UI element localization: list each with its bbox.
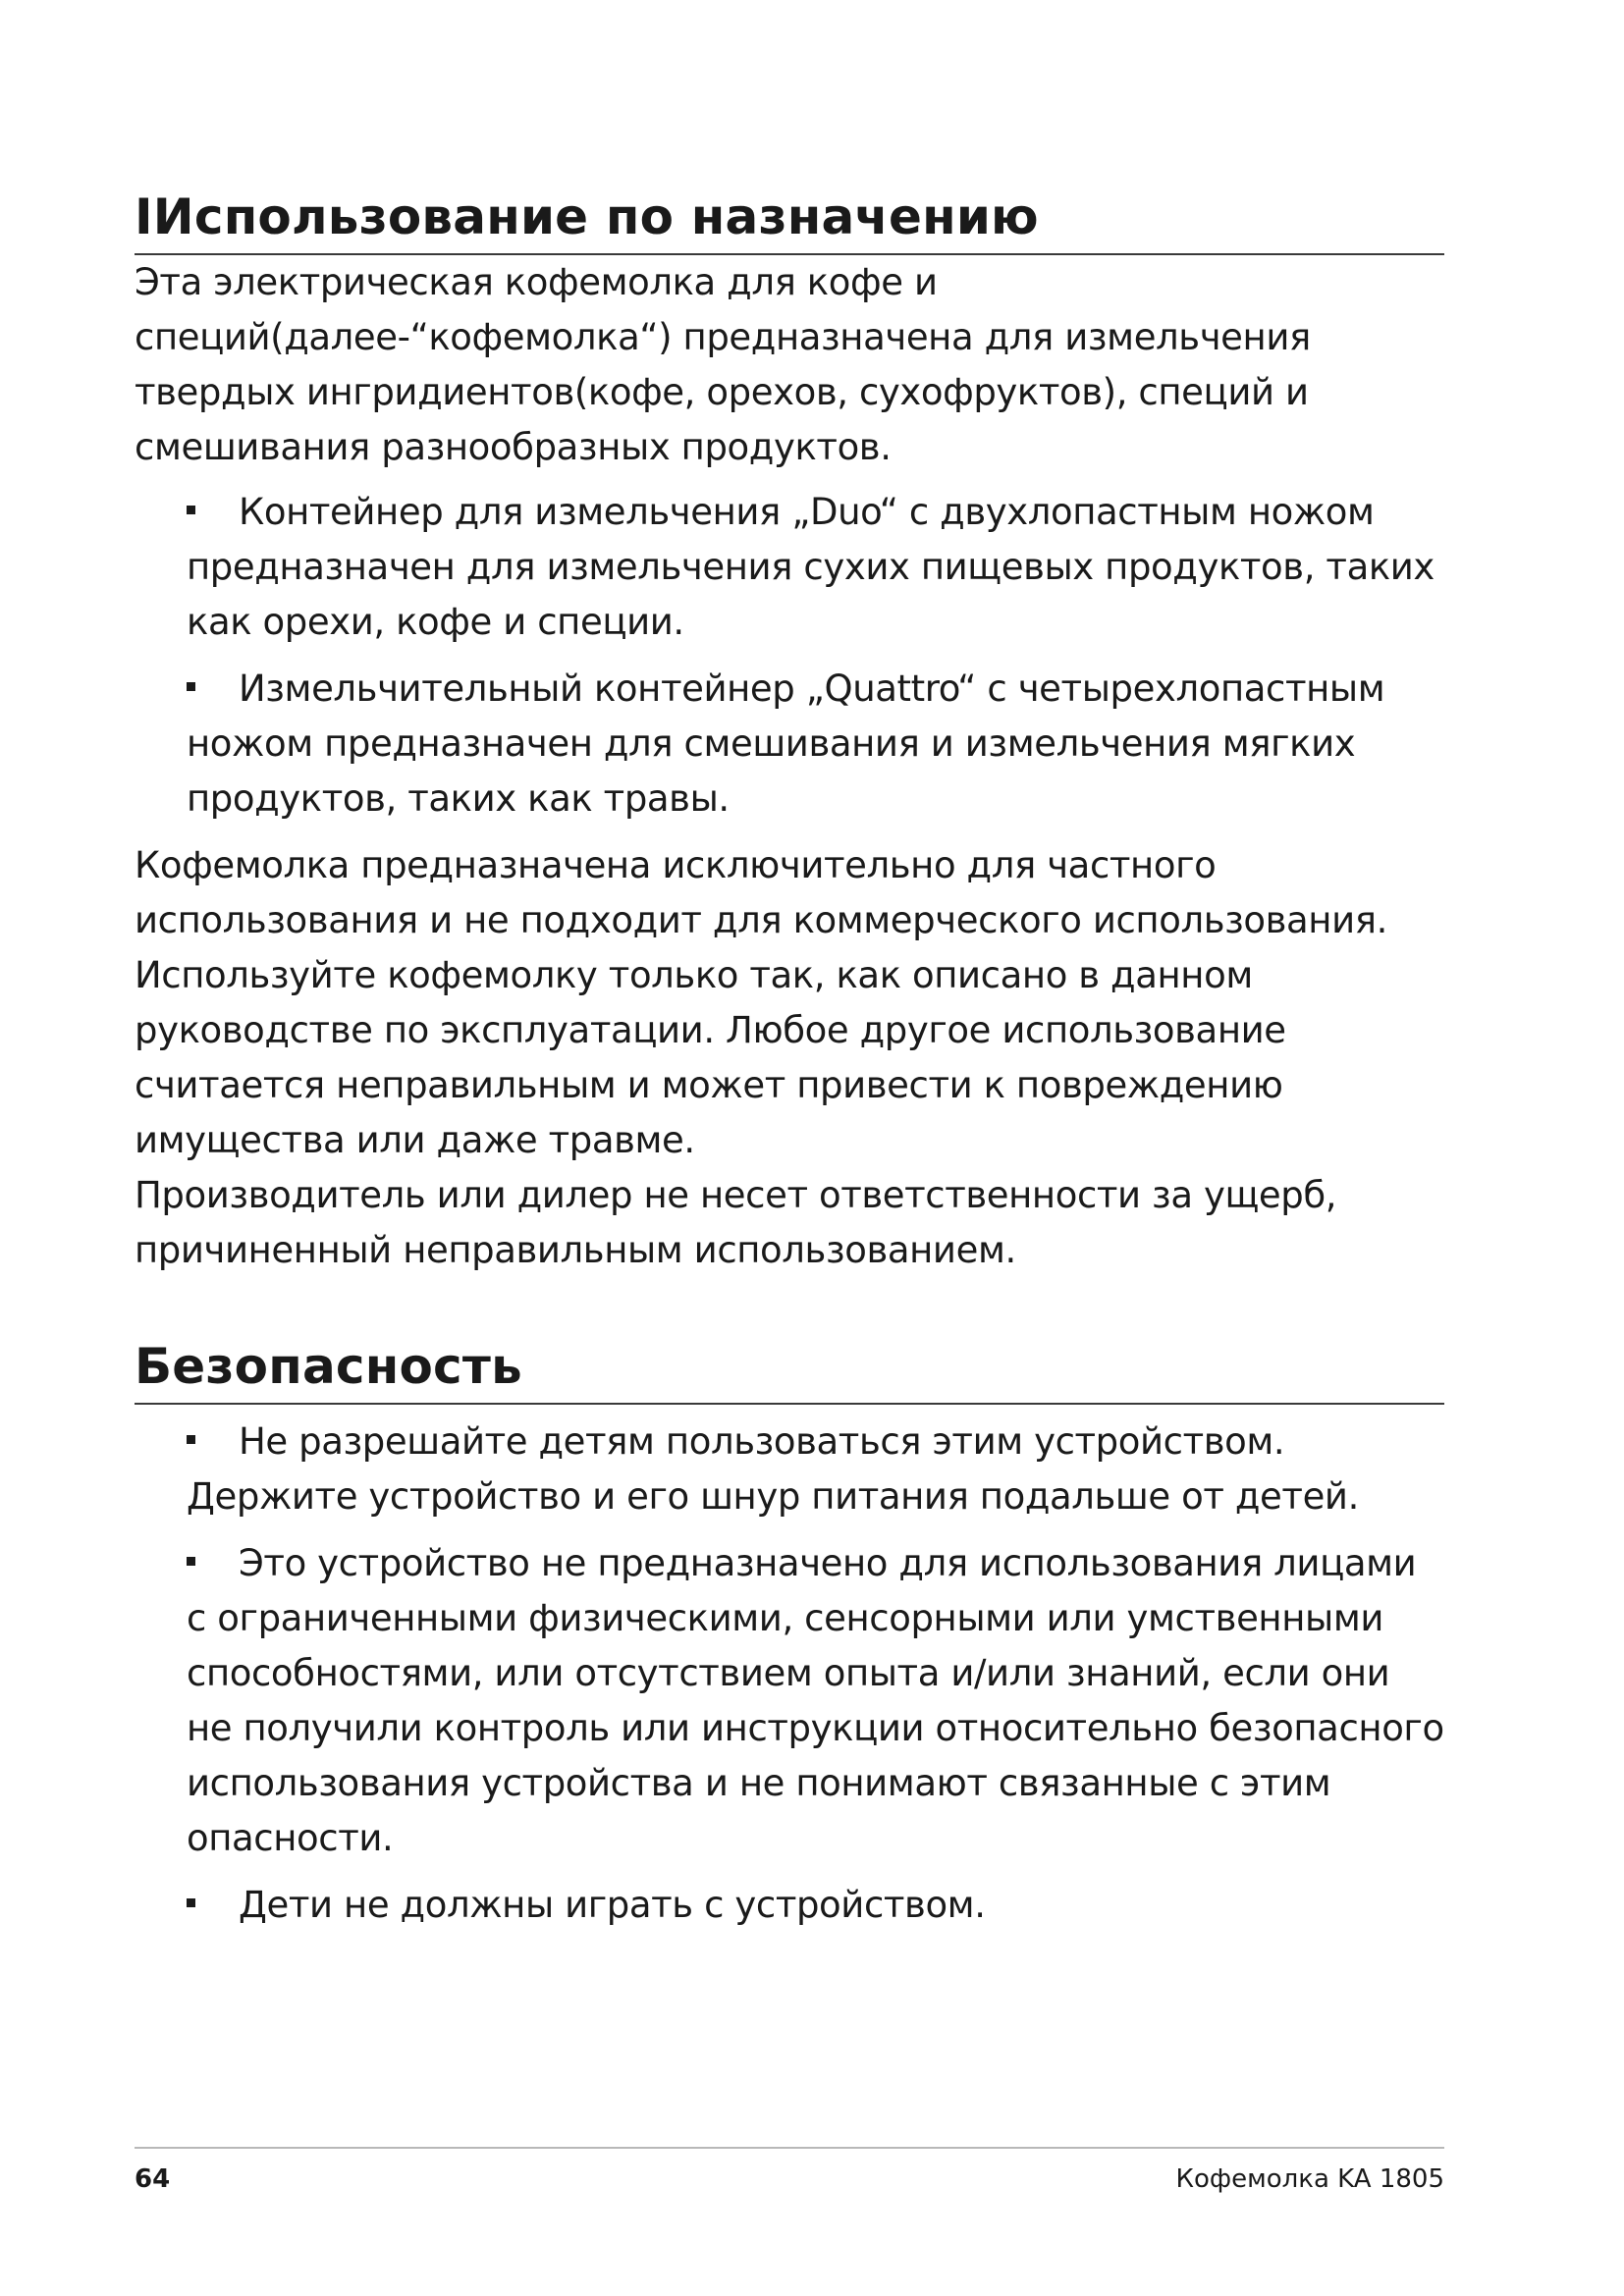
usage-paragraph: Используйте кофемолку только так, как описано в данном руководстве по эксплуатации. Любое другое использование считается неправильным и может привести к повреждению имущества или даже травме. <box>135 954 1286 1161</box>
page-number: 64 <box>135 2164 171 2194</box>
intended-use-list <box>135 485 1444 827</box>
list-item <box>187 1536 1444 1866</box>
bullet-square-icon <box>187 1435 195 1444</box>
bullet-square-icon <box>187 682 195 691</box>
list-item <box>187 662 1444 827</box>
bullet-square-icon <box>187 1557 195 1566</box>
liability-paragraph: Производитель или дилер не несет ответственности за ущерб, причиненный неправильным использованием. <box>135 1174 1337 1271</box>
bullet-square-icon <box>187 506 195 514</box>
list-item <box>187 1415 1444 1524</box>
list-item-text: Не разрешайте детям пользоваться этим устройством. Держите устройство и его шнур питания подальше от детей. <box>187 1420 1359 1518</box>
footer-product-name: Кофемолка KA 1805 <box>1175 2164 1444 2194</box>
list-item <box>187 485 1444 650</box>
section-title-safety: Безопасность <box>135 1332 1444 1405</box>
bullet-square-icon <box>187 1898 195 1907</box>
list-item-text: Дети не должны играть с устройством. <box>239 1884 986 1926</box>
page-content <box>135 183 1444 1945</box>
intro-paragraph: Эта электрическая кофемолка для кофе и специй(далее-“кофемолка“) предназначена для измельчения твердых ингридиентов(кофе, орехов, сухофруктов), специй и смешивания разнообразных продуктов. <box>135 261 1311 468</box>
list-item-text: Контейнер для измельчения „Duo“ с двухлопастным ножом предназначен для измельчения сухих пищевых продуктов, таких как орехи, кофе и специи. <box>187 491 1435 643</box>
section-title-intended-use: IИспользование по назначению <box>135 183 1444 255</box>
section-intended-use <box>135 183 1444 1278</box>
list-item-text: Это устройство не предназначено для использования лицами с ограниченными физическими, сенсорными или умственными способностями, или отсутствием опыта и/или знаний, если они не получили контроль или инструкции относительно безопасного использования устройства и не понимают связанные с этим опасности. <box>187 1542 1444 1859</box>
private-use-paragraph: Кофемолка предназначена исключительно для частного использования и не подходит для коммерческого использования. <box>135 844 1387 941</box>
list-item-text: Измельчительный контейнер „Quattro“ с четырехлопастным ножом предназначен для смешивания и измельчения мягких продуктов, таких как травы. <box>187 667 1385 820</box>
section-safety <box>135 1332 1444 1933</box>
list-item <box>187 1878 1444 1933</box>
page-footer <box>135 2147 1444 2196</box>
safety-list <box>135 1415 1444 1933</box>
